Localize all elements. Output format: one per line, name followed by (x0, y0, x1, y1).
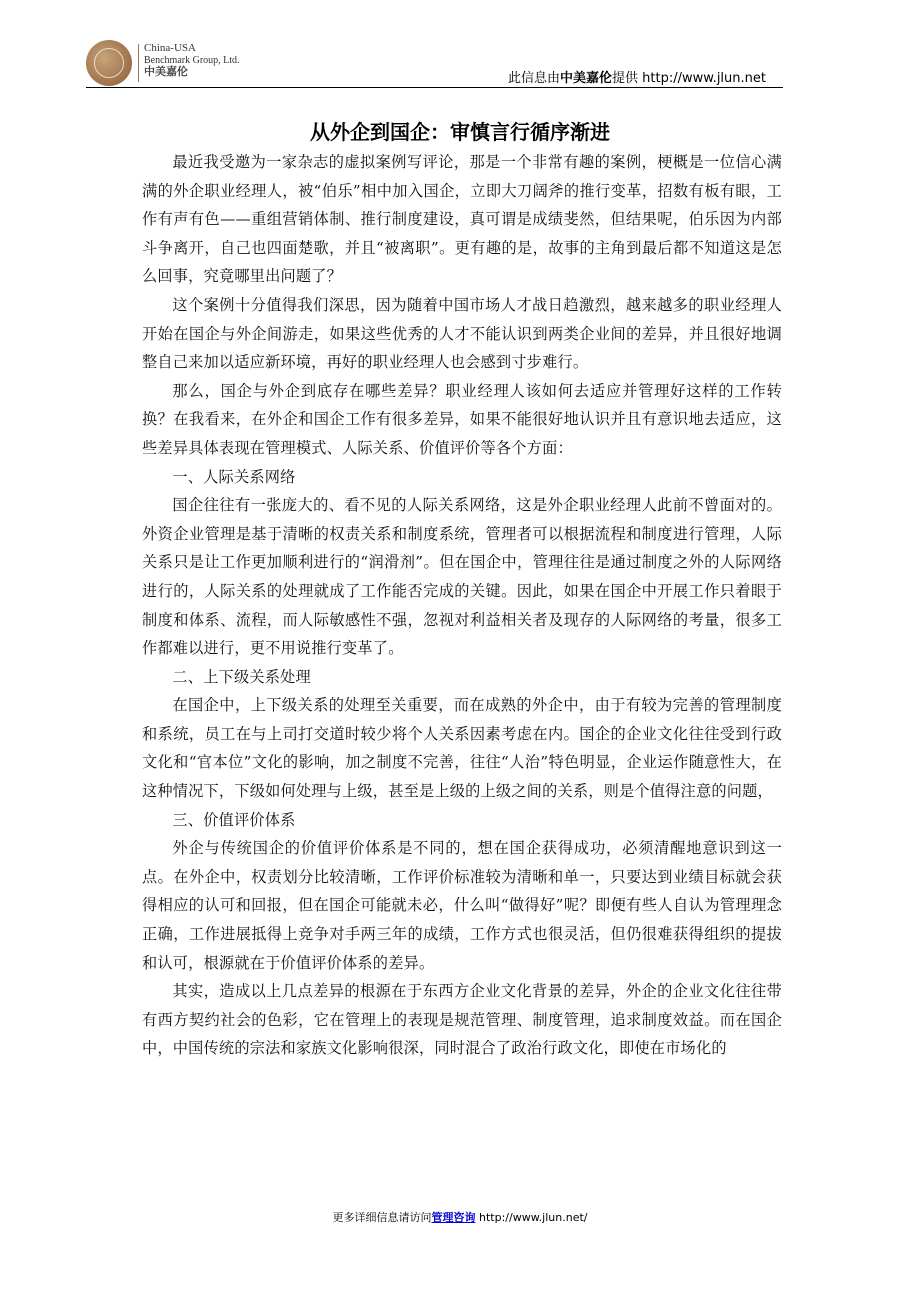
logo-english-name: China-USA (144, 42, 196, 54)
paragraph-4: 国企往往有一张庞大的、看不见的人际关系网络，这是外企职业经理人此前不曾面对的。外资企业管理是基于清晰的权责关系和制度系统，管理者可以根据流程和制度进行管理，人际关系只是让工作更加顺利进行的“润滑剂”。但在国企中，管理往往是通过制度之外的人际网络进行的，人际关系的处理就成了工作能否完成的关键。因此，如果在国企中开展工作只着眼于制度和体系、流程，而人际敏感性不强，忽视对利益相关者及现存的人际网络的考量，很多工作都难以进行，更不用说推行变革了。 (142, 496, 782, 658)
section-heading-2: 二、上下级关系处理 (172, 667, 311, 686)
paragraph-7: 其实，造成以上几点差异的根源在于东西方企业文化背景的差异，外企的企业文化往往带有西方契约社会的色彩，它在管理上的表现是规范管理、制度管理，追求制度效益。而在国企中，中国传统的宗法和家族文化影响很深，同时混合了政治行政文化，即使在市场化的 (142, 982, 782, 1058)
consulting-link[interactable]: 管理咨询 (431, 1211, 476, 1224)
footer-prefix: 更多详细信息请访问 (332, 1211, 432, 1224)
footer-url[interactable]: http://www.jlun.net/ (479, 1211, 588, 1224)
logo-chinese-name: 中美嘉伦 (144, 65, 188, 79)
header-divider (86, 87, 783, 88)
article-body (142, 148, 782, 1063)
section-heading-1: 一、人际关系网络 (172, 467, 296, 486)
logo-divider (138, 44, 139, 82)
logo-english-subtitle: Benchmark Group, Ltd. (144, 54, 240, 66)
page-footer (0, 1209, 920, 1225)
provider-name: 中美嘉伦 (559, 71, 612, 86)
paragraph-2: 这个案例十分值得我们深思，因为随着中国市场人才战日趋激烈，越来越多的职业经理人开始在国企与外企间游走，如果这些优秀的人才不能认识到两类企业间的差异，并且很好地调整自己来加以适应新环境，再好的职业经理人也会感到寸步难行。 (142, 295, 782, 372)
provider-url[interactable]: http://www.jlun.net (642, 71, 766, 86)
page-header (86, 38, 786, 88)
provider-line (508, 67, 766, 86)
provider-suffix: 提供 (612, 71, 639, 86)
article-title: 从外企到国企：审慎言行循序渐进 (310, 120, 610, 144)
company-logo (86, 40, 132, 86)
paragraph-3: 那么，国企与外企到底存在哪些差异？职业经理人该如何去适应并管理好这样的工作转换？在我看来，在外企和国企工作有很多差异，如果不能很好地认识并且有意识地去适应，这些差异具体表现在管理模式、人际关系、价值评价等各个方面： (142, 381, 782, 457)
provider-prefix: 此信息由 (507, 71, 560, 86)
logo-text (144, 42, 240, 79)
section-heading-3: 三、价值评价体系 (172, 810, 296, 829)
paragraph-6: 外企与传统国企的价值评价体系是不同的，想在国企获得成功，必须清醒地意识到这一点。在外企中，权责划分比较清晰，工作评价标准较为清晰和单一，只要达到业绩目标就会获得相应的认可和回报，但在国企可能就未必，什么叫“做得好”呢？即便有些人自认为管理理念正确，工作进展抵得上竞争对手两三年的成绩，工作方式也很灵活，但仍很难获得组织的提拔和认可，根源就在于价值评价体系的差异。 (142, 839, 782, 972)
paragraph-5: 在国企中，上下级关系的处理至关重要，而在成熟的外企中，由于有较为完善的管理制度和系统，员工在与上司打交道时较少将个人关系因素考虑在内。国企的企业文化往往受到行政文化和“官本位”文化的影响，加之制度不完善，往往“人治”特色明显，企业运作随意性大，在这种情况下，下级如何处理与上级，甚至是上级的上级之间的关系，则是个值得注意的问题， (142, 696, 782, 801)
paragraph-1: 最近我受邀为一家杂志的虚拟案例写评论，那是一个非常有趣的案例，梗概是一位信心满满的外企职业经理人，被“伯乐”相中加入国企，立即大刀阔斧的推行变革，招数有板有眼，工作有声有色——重组营销体制、推行制度建设，真可谓是成绩斐然，但结果呢，伯乐因为内部斗争离开，自己也四面楚歌，并且“被离职”。更有趣的是，故事的主角到最后都不知道这是怎么回事，究竟哪里出问题了？ (142, 153, 782, 286)
